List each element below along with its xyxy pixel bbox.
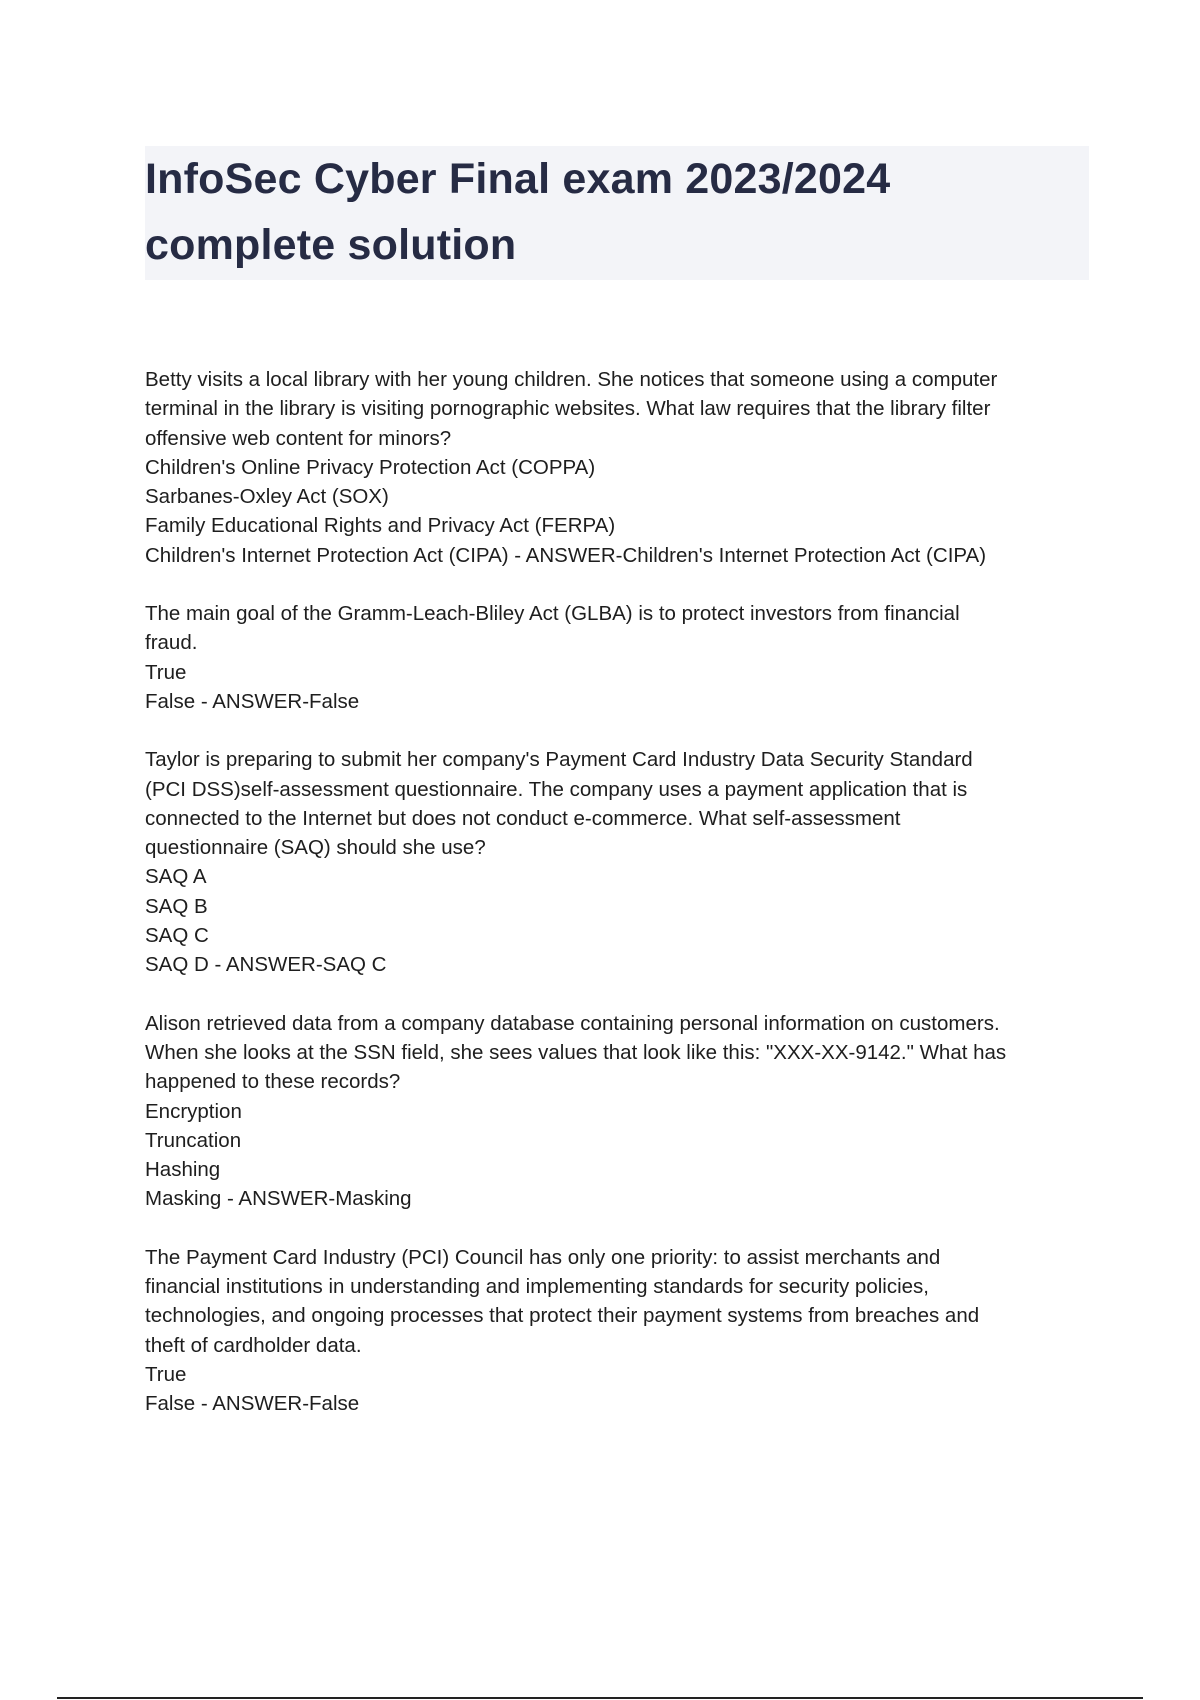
question-text-line: happened to these records? (145, 1070, 401, 1094)
question-text-line: questionnaire (SAQ) should she use? (145, 836, 486, 860)
question-text-line: offensive web content for minors? (145, 426, 452, 450)
question-text-line: connected to the Internet but does not conduct e-commerce. What self-assessment (145, 806, 901, 830)
answer-option-with-answer: False - ANSWER-False (145, 689, 360, 713)
question-block (145, 1009, 1095, 1214)
question-text-line: When she looks at the SSN field, she sees values that look like this: "XXX-XX-9142." What has (145, 1040, 1007, 1064)
document-title-line-1: InfoSec Cyber Final exam 2023/2024 (145, 155, 891, 203)
document-title-line-2: complete solution (145, 221, 517, 269)
questions-list (145, 365, 1095, 1448)
question-text-line: fraud. (145, 631, 198, 655)
answer-option: Truncation (145, 1128, 242, 1152)
question-text-line: (PCI DSS)self-assessment questionnaire. The company uses a payment application that is (145, 777, 968, 801)
title-banner (145, 146, 1089, 280)
question-text-line: financial institutions in understanding and implementing standards for security policies, (145, 1275, 929, 1299)
question-block (145, 1243, 1095, 1419)
answer-option: SAQ C (145, 924, 209, 948)
answer-option: SAQ B (145, 894, 208, 918)
answer-option-with-answer: Masking - ANSWER-Masking (145, 1187, 412, 1211)
question-text-line: Taylor is preparing to submit her company's Payment Card Industry Data Security Standard (145, 748, 973, 772)
question-text-line: terminal in the library is visiting pornographic websites. What law requires that the library filter (145, 397, 991, 421)
question-text-line: theft of cardholder data. (145, 1333, 362, 1357)
question-block (145, 599, 1095, 716)
answer-option-with-answer: Children's Internet Protection Act (CIPA) - ANSWER-Children's Internet Protection Act (CIPA) (145, 543, 987, 567)
question-text-line: The Payment Card Industry (PCI) Council has only one priority: to assist merchants and (145, 1245, 941, 1269)
answer-option: Sarbanes-Oxley Act (SOX) (145, 485, 389, 509)
answer-option-with-answer: False - ANSWER-False (145, 1392, 360, 1416)
answer-option: Encryption (145, 1099, 242, 1123)
question-text-line: technologies, and ongoing processes that protect their payment systems from breaches and (145, 1304, 980, 1328)
answer-option-with-answer: SAQ D - ANSWER-SAQ C (145, 953, 387, 977)
answer-option: Family Educational Rights and Privacy Act (FERPA) (145, 514, 616, 538)
question-text-line: Alison retrieved data from a company database containing personal information on customers. (145, 1011, 1000, 1035)
document-title (145, 146, 1089, 278)
answer-option: Children's Online Privacy Protection Act (COPPA) (145, 455, 596, 479)
question-block (145, 365, 1095, 570)
answer-option: True (145, 1362, 187, 1386)
answer-option: Hashing (145, 1158, 221, 1182)
footer-divider (57, 1697, 1143, 1699)
answer-option: SAQ A (145, 865, 207, 889)
question-block (145, 745, 1095, 979)
question-text-line: The main goal of the Gramm-Leach-Bliley Act (GLBA) is to protect investors from financial (145, 602, 960, 626)
answer-option: True (145, 660, 187, 684)
question-text-line: Betty visits a local library with her young children. She notices that someone using a computer (145, 368, 998, 391)
